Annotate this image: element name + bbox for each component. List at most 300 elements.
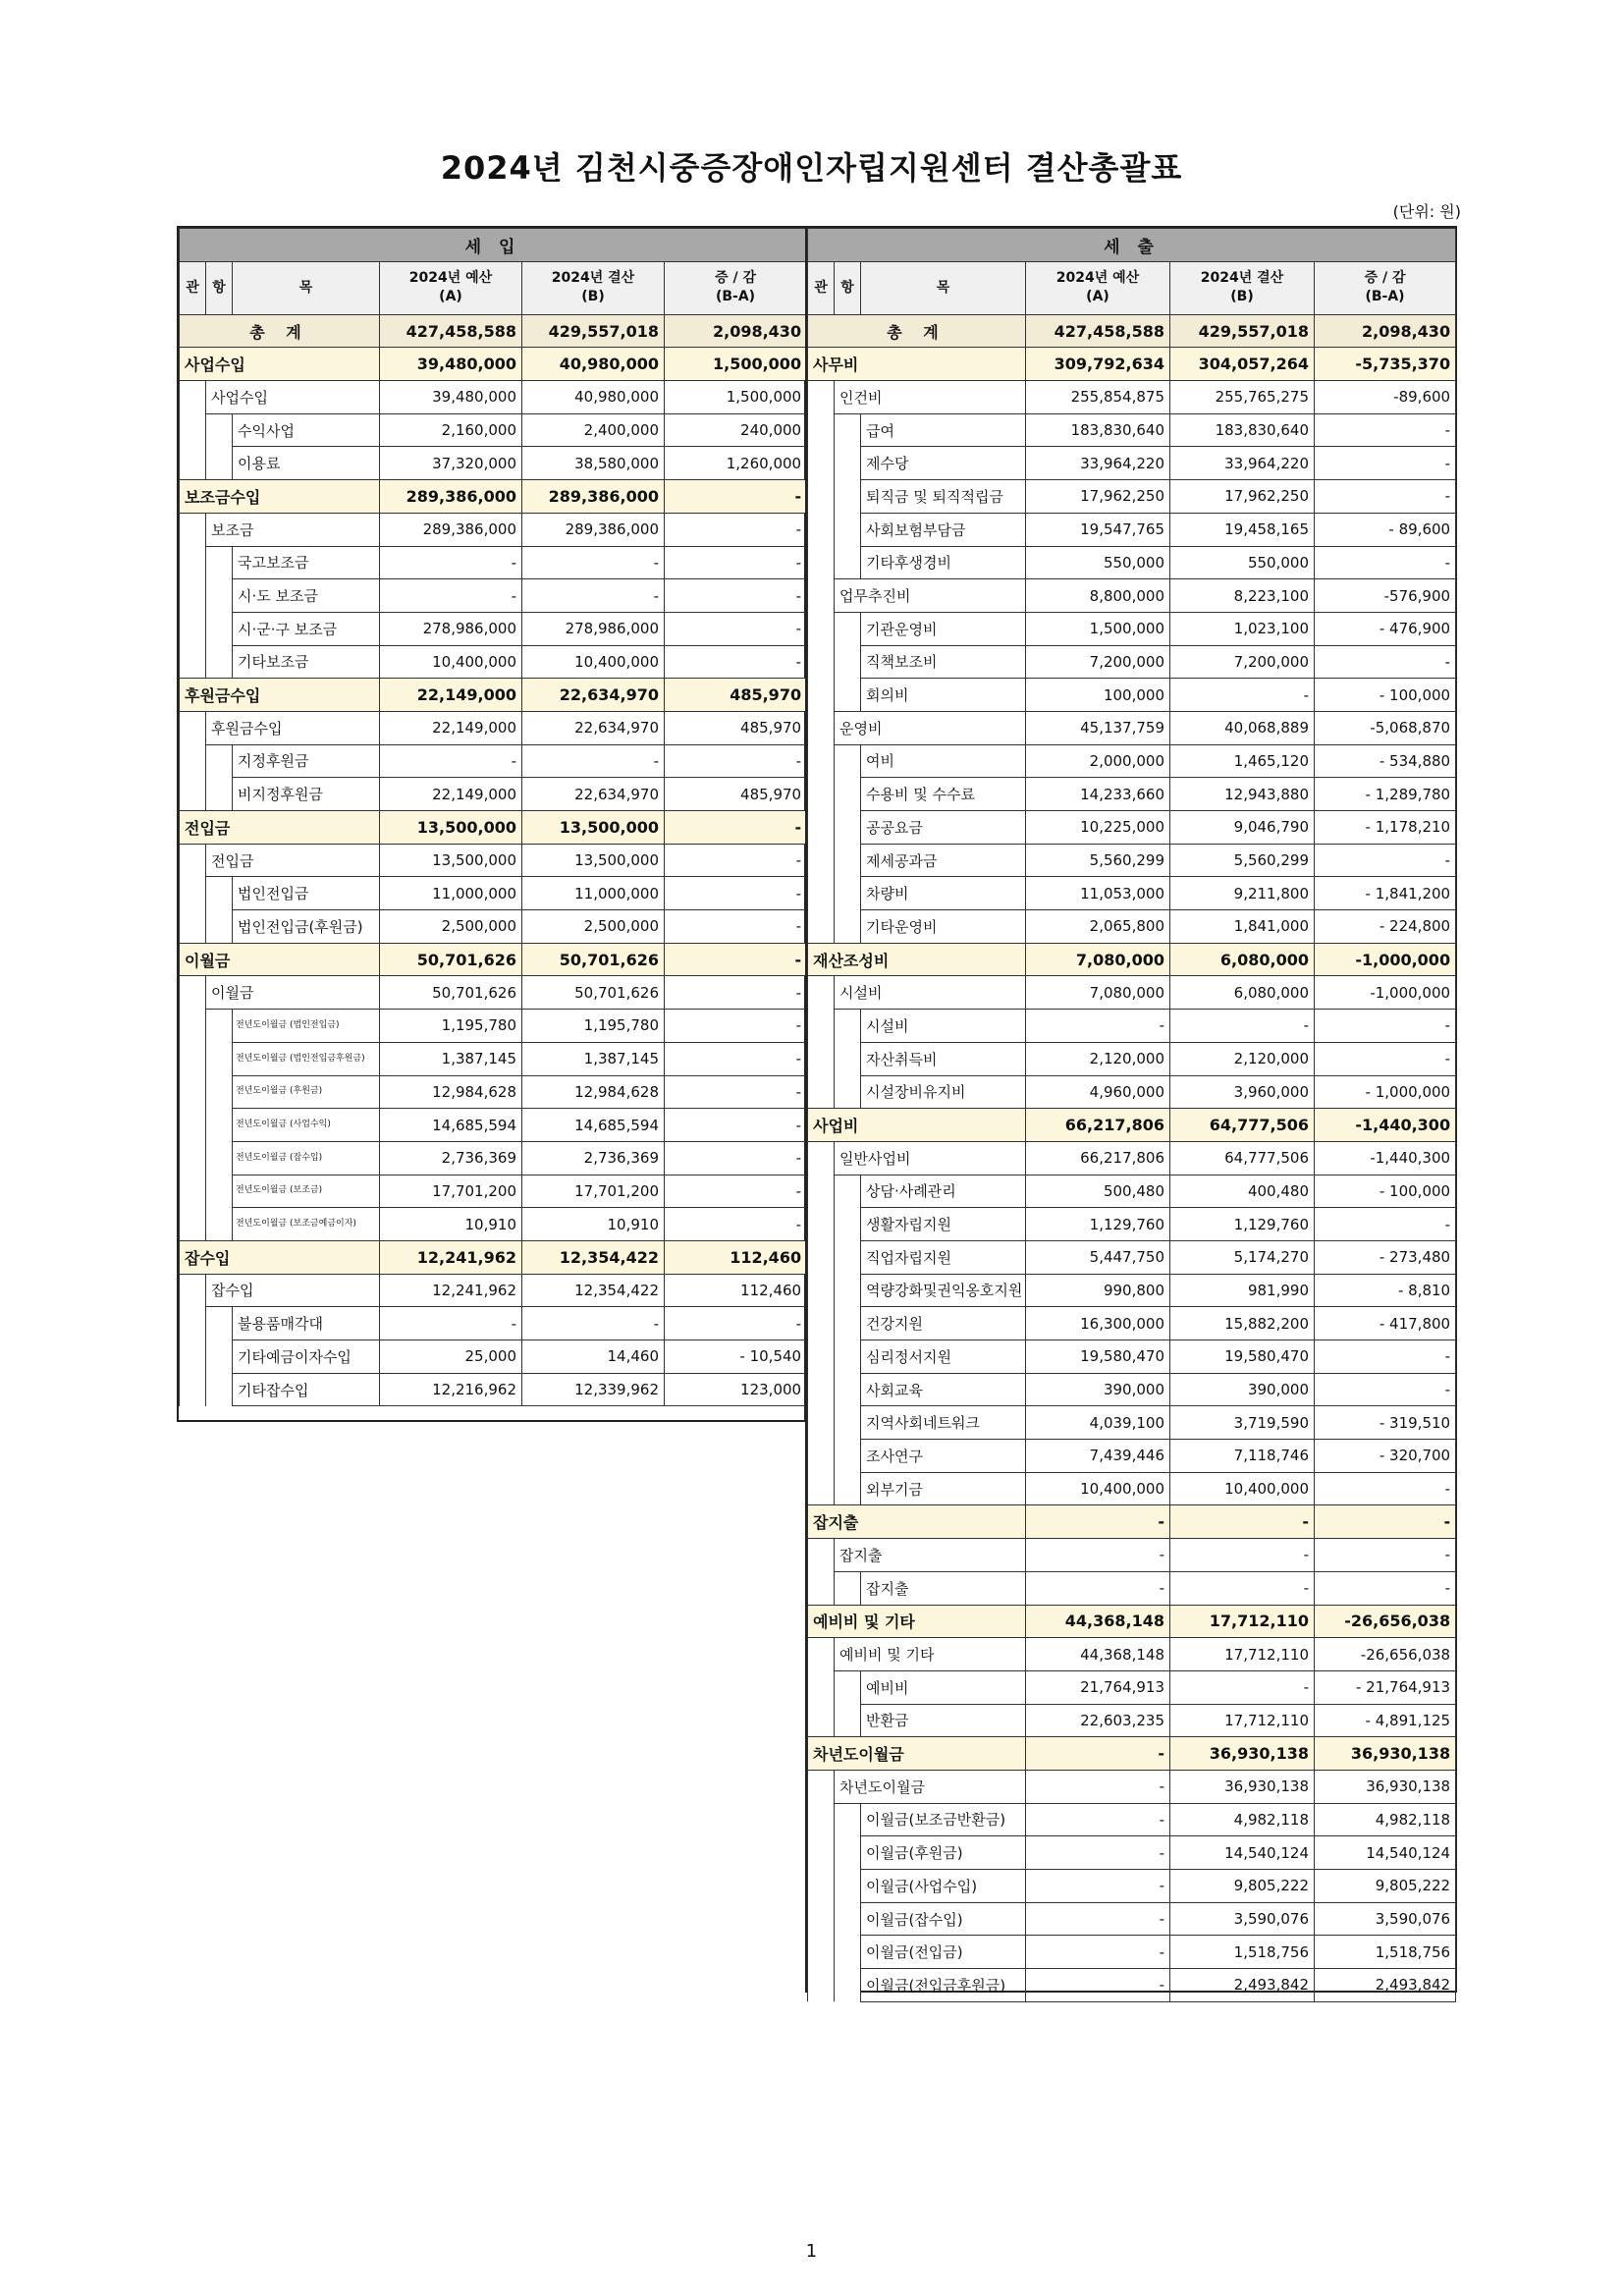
budget-value: -: [1026, 1571, 1170, 1605]
diff-value: -: [665, 1010, 807, 1043]
diff-value: 4,982,118: [1315, 1803, 1456, 1836]
table-row: [808, 1638, 1456, 1671]
table-row: [180, 1307, 807, 1340]
settle-value: 8,223,100: [1170, 579, 1315, 613]
diff-value: -: [1315, 1340, 1456, 1374]
row-label: 차년도이월금: [808, 1737, 1026, 1771]
row-label: 전입금: [180, 811, 380, 845]
row-label: 자산취득비: [861, 1042, 1026, 1075]
diff-value: - 273,480: [1315, 1240, 1456, 1274]
row-label: 운영비: [835, 711, 1026, 744]
budget-value: 17,701,200: [380, 1175, 522, 1208]
row-label: 차량비: [861, 877, 1026, 910]
row-label: 수익사업: [233, 413, 380, 447]
table-row: [808, 1770, 1456, 1803]
budget-value: 14,685,594: [380, 1109, 522, 1142]
row-label: 업무추진비: [835, 579, 1026, 613]
table-row: [180, 1010, 807, 1043]
indent-cell: [835, 877, 861, 910]
diff-value: - 1,841,200: [1315, 877, 1456, 910]
settle-value: 17,962,250: [1170, 480, 1315, 514]
table-row: [808, 1208, 1456, 1241]
diff-value: 240,000: [665, 413, 807, 447]
diff-value: -: [665, 513, 807, 546]
diff-value: - 1,178,210: [1315, 811, 1456, 845]
row-label: 제세공과금: [861, 844, 1026, 877]
diff-value: -: [1315, 1208, 1456, 1241]
settle-value: -: [1170, 1505, 1315, 1539]
table-row: [808, 679, 1456, 712]
diff-value: -: [665, 1175, 807, 1208]
row-label: 사업수입: [206, 381, 380, 414]
indent-cell: [808, 1307, 835, 1340]
table-row: [180, 910, 807, 944]
indent-cell: [180, 381, 206, 414]
table-row: [180, 744, 807, 778]
diff-value: -1,440,300: [1315, 1109, 1456, 1142]
indent-cell: [808, 1936, 835, 1969]
indent-cell: [808, 811, 835, 845]
indent-cell: [808, 1274, 835, 1307]
budget-value: -: [1026, 1737, 1170, 1771]
indent-cell: [835, 1175, 861, 1208]
indent-cell: [835, 1340, 861, 1374]
row-label: 사무비: [808, 348, 1026, 381]
table-row: [808, 1704, 1456, 1737]
row-label: 공공요금: [861, 811, 1026, 845]
settle-value: 13,500,000: [522, 844, 665, 877]
row-label: 잡지출: [835, 1539, 1026, 1572]
diff-value: -: [665, 844, 807, 877]
diff-value: -: [665, 1208, 807, 1241]
settle-value: -: [1170, 1010, 1315, 1043]
table-row: [808, 1307, 1456, 1340]
table-row: [808, 1109, 1456, 1142]
table-row: [808, 1803, 1456, 1836]
settle-value: 17,712,110: [1170, 1605, 1315, 1638]
settle-value: 17,701,200: [522, 1175, 665, 1208]
indent-cell: [808, 1902, 835, 1936]
settle-value: 33,964,220: [1170, 447, 1315, 480]
indent-cell: [835, 1373, 861, 1406]
diff-value: -: [665, 645, 807, 679]
diff-value: 2,098,430: [1315, 314, 1456, 348]
col-budget: 2024년 예산 (A): [380, 261, 522, 314]
table-row: [808, 645, 1456, 679]
expense-panel: [805, 226, 1457, 1993]
table-row: [180, 579, 807, 613]
settle-value: 9,805,222: [1170, 1870, 1315, 1903]
indent-cell: [835, 1836, 861, 1870]
table-row: [808, 1902, 1456, 1936]
indent-cell: [835, 1208, 861, 1241]
indent-cell: [808, 711, 835, 744]
col-settle: 2024년 결산 (B): [522, 261, 665, 314]
indent-cell: [835, 778, 861, 811]
table-row: [808, 1571, 1456, 1605]
indent-cell: [808, 1638, 835, 1671]
row-label: 기타보조금: [233, 645, 380, 679]
settle-value: 400,480: [1170, 1175, 1315, 1208]
budget-value: 10,400,000: [380, 645, 522, 679]
indent-cell: [835, 910, 861, 944]
settle-value: 17,712,110: [1170, 1638, 1315, 1671]
settle-value: 2,736,369: [522, 1141, 665, 1175]
budget-value: 22,149,000: [380, 778, 522, 811]
diff-value: 9,805,222: [1315, 1870, 1456, 1903]
table-row: [180, 1141, 807, 1175]
budget-value: 21,764,913: [1026, 1670, 1170, 1704]
indent-cell: [808, 778, 835, 811]
indent-cell: [808, 381, 835, 414]
indent-cell: [808, 1539, 835, 1572]
table-row: [808, 513, 1456, 546]
settle-value: 36,930,138: [1170, 1770, 1315, 1803]
row-label: 사회교육: [861, 1373, 1026, 1406]
row-label: 제수당: [861, 447, 1026, 480]
col-hang: 항: [206, 261, 233, 314]
settle-value: 1,465,120: [1170, 744, 1315, 778]
indent-cell: [206, 1175, 233, 1208]
indent-cell: [180, 1373, 206, 1406]
table-row: [808, 314, 1456, 348]
budget-value: -: [380, 1307, 522, 1340]
settle-value: -: [522, 1307, 665, 1340]
col-mok: 목: [233, 261, 380, 314]
table-row: [808, 612, 1456, 645]
indent-cell: [835, 546, 861, 579]
diff-value: -: [665, 877, 807, 910]
budget-value: -: [380, 546, 522, 579]
indent-cell: [835, 844, 861, 877]
diff-value: 1,500,000: [665, 381, 807, 414]
indent-cell: [808, 612, 835, 645]
settle-value: 11,000,000: [522, 877, 665, 910]
indent-cell: [180, 413, 206, 447]
budget-value: 10,400,000: [1026, 1472, 1170, 1505]
table-row: [808, 1141, 1456, 1175]
table-row: [808, 1340, 1456, 1374]
indent-cell: [808, 645, 835, 679]
indent-cell: [180, 877, 206, 910]
indent-cell: [808, 1969, 835, 2002]
budget-value: 19,547,765: [1026, 513, 1170, 546]
row-label: 심리정서지원: [861, 1340, 1026, 1374]
table-row: [808, 1010, 1456, 1043]
table-row: [180, 381, 807, 414]
settle-value: 4,982,118: [1170, 1803, 1315, 1836]
budget-value: 500,480: [1026, 1175, 1170, 1208]
row-label: 이용료: [233, 447, 380, 480]
settle-value: 12,354,422: [522, 1240, 665, 1274]
settle-value: 12,339,962: [522, 1373, 665, 1406]
row-label: 법인전입금(후원금): [233, 910, 380, 944]
budget-value: 13,500,000: [380, 844, 522, 877]
indent-cell: [808, 910, 835, 944]
row-label: 예비비 및 기타: [835, 1638, 1026, 1671]
budget-value: -: [1026, 1803, 1170, 1836]
settle-value: 38,580,000: [522, 447, 665, 480]
diff-value: -5,068,870: [1315, 711, 1456, 744]
budget-value: 289,386,000: [380, 480, 522, 514]
col-gwan: 관: [808, 261, 835, 314]
indent-cell: [808, 1141, 835, 1175]
settle-value: 10,400,000: [1170, 1472, 1315, 1505]
row-label: 국고보조금: [233, 546, 380, 579]
indent-cell: [206, 910, 233, 944]
settle-value: 278,986,000: [522, 612, 665, 645]
diff-value: -: [665, 910, 807, 944]
budget-value: -: [1026, 1936, 1170, 1969]
budget-value: -: [1026, 1836, 1170, 1870]
diff-value: -: [665, 1109, 807, 1142]
indent-cell: [180, 711, 206, 744]
indent-cell: [835, 513, 861, 546]
indent-cell: [808, 1670, 835, 1704]
budget-value: 45,137,759: [1026, 711, 1170, 744]
table-row: [808, 1505, 1456, 1539]
budget-value: 39,480,000: [380, 348, 522, 381]
row-label: 잡수입: [206, 1274, 380, 1307]
col-settle: 2024년 결산 (B): [1170, 261, 1315, 314]
budget-value: 11,000,000: [380, 877, 522, 910]
indent-cell: [835, 1969, 861, 2002]
indent-cell: [180, 1075, 206, 1109]
indent-cell: [180, 1274, 206, 1307]
indent-cell: [835, 645, 861, 679]
settle-value: 22,634,970: [522, 711, 665, 744]
budget-value: 22,149,000: [380, 711, 522, 744]
indent-cell: [206, 778, 233, 811]
budget-value: -: [1026, 1539, 1170, 1572]
row-label: 전년도이월금 (사업수익): [233, 1109, 380, 1142]
unit-label: (단위: 원): [1392, 202, 1461, 221]
diff-value: -: [665, 1075, 807, 1109]
indent-cell: [206, 645, 233, 679]
diff-value: 485,970: [665, 679, 807, 712]
income-header: 세 입: [180, 229, 807, 262]
indent-cell: [206, 579, 233, 613]
table-row: [808, 844, 1456, 877]
diff-value: -26,656,038: [1315, 1638, 1456, 1671]
row-label: 지정후원금: [233, 744, 380, 778]
row-label: 후원금수입: [180, 679, 380, 712]
budget-value: 2,120,000: [1026, 1042, 1170, 1075]
indent-cell: [808, 1175, 835, 1208]
row-label: 재산조성비: [808, 943, 1026, 976]
col-mok: 목: [861, 261, 1026, 314]
row-label: 이월금(전입금후원금): [861, 1969, 1026, 2002]
budget-value: 427,458,588: [380, 314, 522, 348]
row-label: 전년도이월금 (보조금): [233, 1175, 380, 1208]
budget-value: 14,233,660: [1026, 778, 1170, 811]
indent-cell: [206, 1141, 233, 1175]
indent-cell: [206, 1075, 233, 1109]
diff-value: - 534,880: [1315, 744, 1456, 778]
row-label: 전년도이월금 (법인전입금후원금): [233, 1042, 380, 1075]
row-label: 시·도 보조금: [233, 579, 380, 613]
row-label: 기타후생경비: [861, 546, 1026, 579]
diff-value: -: [665, 811, 807, 845]
indent-cell: [835, 447, 861, 480]
table-row: [180, 1075, 807, 1109]
indent-cell: [206, 877, 233, 910]
diff-value: - 21,764,913: [1315, 1670, 1456, 1704]
indent-cell: [808, 1406, 835, 1440]
table-row: [180, 1175, 807, 1208]
row-label: 후원금수입: [206, 711, 380, 744]
table-row: [808, 1373, 1456, 1406]
budget-value: 2,500,000: [380, 910, 522, 944]
row-label: 불용품매각대: [233, 1307, 380, 1340]
table-row: [180, 877, 807, 910]
diff-value: -: [665, 976, 807, 1010]
diff-value: 112,460: [665, 1274, 807, 1307]
indent-cell: [835, 811, 861, 845]
table-row: [180, 413, 807, 447]
indent-cell: [835, 744, 861, 778]
table-row: [180, 1373, 807, 1406]
settle-value: 12,943,880: [1170, 778, 1315, 811]
indent-cell: [808, 1042, 835, 1075]
diff-value: -576,900: [1315, 579, 1456, 613]
table-row: [808, 413, 1456, 447]
settle-value: 5,560,299: [1170, 844, 1315, 877]
settle-value: 7,200,000: [1170, 645, 1315, 679]
budget-value: 2,065,800: [1026, 910, 1170, 944]
settle-value: 6,080,000: [1170, 943, 1315, 976]
indent-cell: [835, 1440, 861, 1473]
budget-value: 4,960,000: [1026, 1075, 1170, 1109]
settle-value: 15,882,200: [1170, 1307, 1315, 1340]
row-label: 예비비 및 기타: [808, 1605, 1026, 1638]
table-row: [180, 314, 807, 348]
budget-value: 278,986,000: [380, 612, 522, 645]
settle-value: -: [1170, 679, 1315, 712]
indent-cell: [808, 546, 835, 579]
indent-cell: [808, 1208, 835, 1241]
budget-value: 25,000: [380, 1340, 522, 1374]
budget-value: -: [1026, 1505, 1170, 1539]
budget-value: 12,984,628: [380, 1075, 522, 1109]
settle-value: 1,129,760: [1170, 1208, 1315, 1241]
budget-value: 50,701,626: [380, 976, 522, 1010]
budget-value: -: [380, 744, 522, 778]
row-label: 총 계: [808, 314, 1026, 348]
indent-cell: [835, 1571, 861, 1605]
table-row: [808, 1605, 1456, 1638]
diff-value: -: [1315, 1472, 1456, 1505]
col-budget: 2024년 예산 (A): [1026, 261, 1170, 314]
budget-value: 50,701,626: [380, 943, 522, 976]
settle-value: 3,960,000: [1170, 1075, 1315, 1109]
settle-value: -: [1170, 1571, 1315, 1605]
budget-value: 7,439,446: [1026, 1440, 1170, 1473]
settle-value: 429,557,018: [1170, 314, 1315, 348]
table-row: [808, 1175, 1456, 1208]
row-label: 기타운영비: [861, 910, 1026, 944]
indent-cell: [206, 1340, 233, 1374]
budget-value: 2,000,000: [1026, 744, 1170, 778]
diff-value: -5,735,370: [1315, 348, 1456, 381]
settle-value: 289,386,000: [522, 513, 665, 546]
settle-value: 3,590,076: [1170, 1902, 1315, 1936]
col-gwan: 관: [180, 261, 206, 314]
indent-cell: [206, 1109, 233, 1142]
indent-cell: [835, 1803, 861, 1836]
settle-value: 1,195,780: [522, 1010, 665, 1043]
indent-cell: [180, 910, 206, 944]
table-row: [180, 711, 807, 744]
row-label: 직업자립지원: [861, 1240, 1026, 1274]
diff-value: - 8,810: [1315, 1274, 1456, 1307]
indent-cell: [808, 1340, 835, 1374]
budget-value: 8,800,000: [1026, 579, 1170, 613]
diff-value: 485,970: [665, 711, 807, 744]
budget-value: 1,195,780: [380, 1010, 522, 1043]
budget-value: 10,225,000: [1026, 811, 1170, 845]
row-label: 보조금수입: [180, 480, 380, 514]
settle-value: 64,777,506: [1170, 1109, 1315, 1142]
diff-value: - 320,700: [1315, 1440, 1456, 1473]
budget-value: 2,160,000: [380, 413, 522, 447]
indent-cell: [180, 778, 206, 811]
diff-value: -1,000,000: [1315, 976, 1456, 1010]
row-label: 예비비: [861, 1670, 1026, 1704]
indent-cell: [835, 1406, 861, 1440]
table-row: [808, 1406, 1456, 1440]
row-label: 생활자립지원: [861, 1208, 1026, 1241]
row-label: 전년도이월금 (잡수입): [233, 1141, 380, 1175]
indent-cell: [808, 1803, 835, 1836]
budget-value: 427,458,588: [1026, 314, 1170, 348]
settle-value: 3,719,590: [1170, 1406, 1315, 1440]
budget-value: 100,000: [1026, 679, 1170, 712]
row-label: 반환금: [861, 1704, 1026, 1737]
indent-cell: [835, 1704, 861, 1737]
indent-cell: [808, 1075, 835, 1109]
settle-value: 1,023,100: [1170, 612, 1315, 645]
budget-value: 309,792,634: [1026, 348, 1170, 381]
diff-value: -: [665, 943, 807, 976]
table-row: [180, 447, 807, 480]
table-row: [180, 480, 807, 514]
settle-value: 2,120,000: [1170, 1042, 1315, 1075]
diff-value: 3,590,076: [1315, 1902, 1456, 1936]
table-row: [808, 480, 1456, 514]
budget-value: 2,736,369: [380, 1141, 522, 1175]
indent-cell: [180, 1109, 206, 1142]
indent-cell: [180, 645, 206, 679]
row-label: 이월금(사업수입): [861, 1870, 1026, 1903]
indent-cell: [180, 546, 206, 579]
diff-value: -: [1315, 844, 1456, 877]
indent-cell: [835, 1010, 861, 1043]
expense-header: 세 출: [808, 229, 1456, 262]
table-row: [180, 976, 807, 1010]
table-row: [180, 943, 807, 976]
indent-cell: [835, 1075, 861, 1109]
diff-value: -: [1315, 546, 1456, 579]
budget-value: 7,080,000: [1026, 976, 1170, 1010]
budget-value: -: [1026, 1902, 1170, 1936]
income-table: [179, 228, 807, 1406]
indent-cell: [808, 877, 835, 910]
diff-value: -: [1315, 413, 1456, 447]
budget-value: 4,039,100: [1026, 1406, 1170, 1440]
settle-value: 981,990: [1170, 1274, 1315, 1307]
row-label: 직책보조비: [861, 645, 1026, 679]
